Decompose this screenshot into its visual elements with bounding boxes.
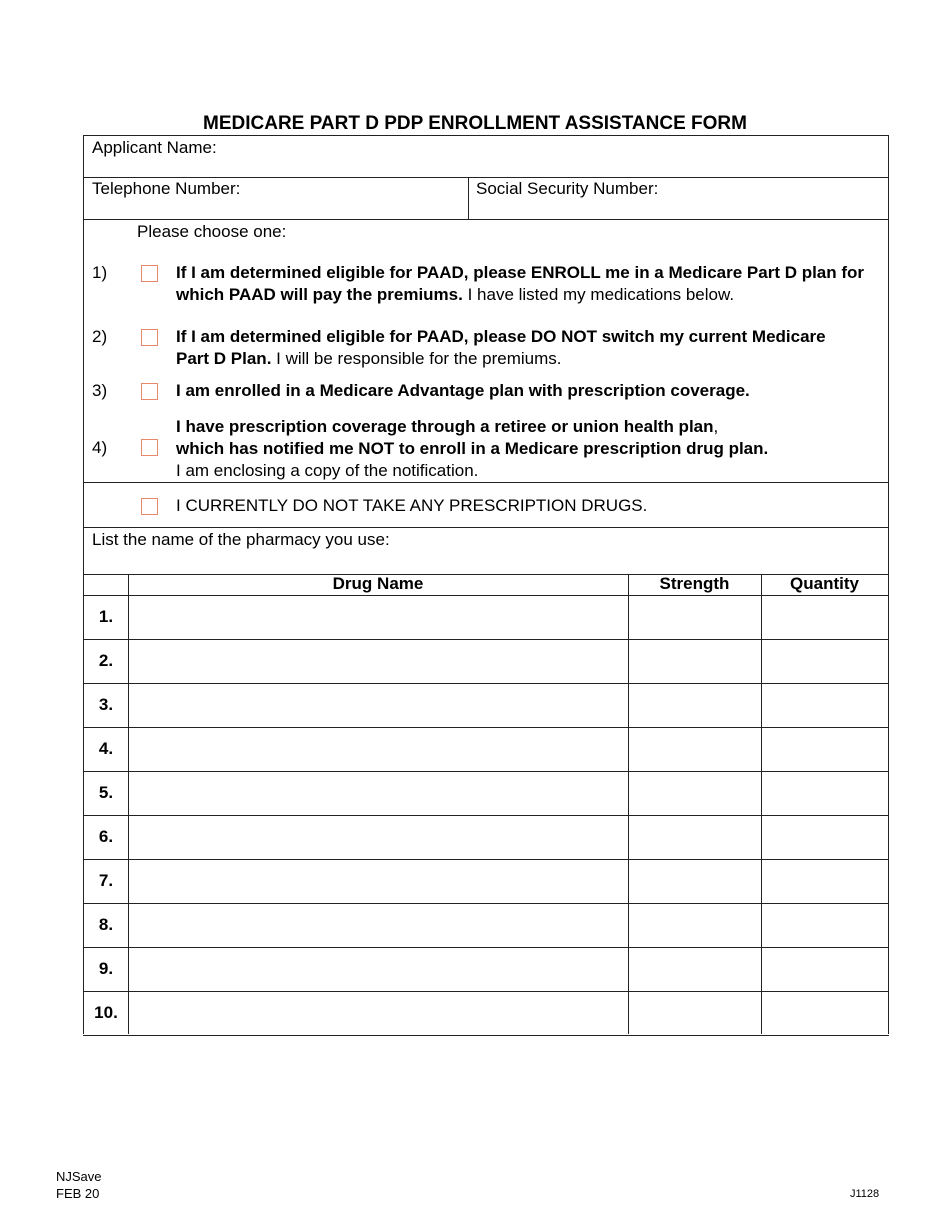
- no-drugs-label: I CURRENTLY DO NOT TAKE ANY PRESCRIPTION DRUGS.: [176, 496, 648, 515]
- table-row-number: 1.: [98, 607, 114, 626]
- divider: [83, 219, 889, 220]
- row-7-quantity-cell[interactable]: [762, 860, 888, 903]
- row-4-drug-name-cell[interactable]: [129, 728, 628, 771]
- no-drugs-checkbox[interactable]: [141, 498, 158, 515]
- option-1-bold: If I am determined eligible for PAAD, please ENROLL me in a Medicare Part D plan for which PAAD will pay the premiums.: [176, 263, 865, 304]
- row-2-drug-name-cell[interactable]: [129, 640, 628, 683]
- footer-date: FEB 20: [56, 1186, 100, 1201]
- row-5-quantity-cell[interactable]: [762, 772, 888, 815]
- option-2-checkbox[interactable]: [141, 329, 158, 346]
- pharmacy-label: List the name of the pharmacy you use:: [92, 530, 390, 549]
- row-10-drug-name-cell[interactable]: [129, 992, 628, 1035]
- option-1-text: [176, 262, 876, 306]
- option-3-text: [176, 380, 876, 402]
- row-10-strength-cell[interactable]: [629, 992, 761, 1035]
- option-3-number: 3): [92, 381, 108, 400]
- footer-code: J1128: [850, 1188, 880, 1200]
- table-row-number: 5.: [98, 783, 114, 802]
- option-3-bold: I am enrolled in a Medicare Advantage plan with prescription coverage.: [176, 381, 750, 400]
- divider: [83, 482, 889, 483]
- row-9-quantity-cell[interactable]: [762, 948, 888, 991]
- quantity-header: Quantity: [790, 574, 859, 593]
- row-4-quantity-cell[interactable]: [762, 728, 888, 771]
- row-7-strength-cell[interactable]: [629, 860, 761, 903]
- row-1-quantity-cell[interactable]: [762, 596, 888, 639]
- row-5-drug-name-cell[interactable]: [129, 772, 628, 815]
- ssn-label: Social Security Number:: [476, 179, 659, 198]
- row-8-strength-cell[interactable]: [629, 904, 761, 947]
- row-1-drug-name-cell[interactable]: [129, 596, 628, 639]
- table-row-number: 10.: [94, 1003, 118, 1022]
- choose-one-label: Please choose one:: [137, 222, 287, 241]
- row-9-strength-cell[interactable]: [629, 948, 761, 991]
- divider: [83, 527, 889, 528]
- row-8-drug-name-cell[interactable]: [129, 904, 628, 947]
- table-row-number: 6.: [98, 827, 114, 846]
- row-7-drug-name-cell[interactable]: [129, 860, 628, 903]
- row-10-quantity-cell[interactable]: [762, 992, 888, 1035]
- table-row-number: 9.: [98, 959, 114, 978]
- table-row-number: 4.: [98, 739, 114, 758]
- option-4-checkbox[interactable]: [141, 439, 158, 456]
- option-1-checkbox[interactable]: [141, 265, 158, 282]
- divider: [83, 177, 889, 178]
- option-4-bold-2: which has notified me NOT to enroll in a Medicare prescription drug plan.: [176, 439, 769, 458]
- row-3-strength-cell[interactable]: [629, 684, 761, 727]
- option-2-number: 2): [92, 327, 108, 346]
- option-4-bold: I have prescription coverage through a retiree or union health plan: [176, 417, 714, 436]
- option-3-checkbox[interactable]: [141, 383, 158, 400]
- form-title: MEDICARE PART D PDP ENROLLMENT ASSISTANCE FORM: [203, 113, 747, 134]
- row-6-drug-name-cell[interactable]: [129, 816, 628, 859]
- option-2-text: [176, 326, 826, 370]
- row-5-strength-cell[interactable]: [629, 772, 761, 815]
- footer-org: NJSave: [56, 1169, 102, 1184]
- row-6-strength-cell[interactable]: [629, 816, 761, 859]
- row-2-quantity-cell[interactable]: [762, 640, 888, 683]
- table-row-divider: [83, 1035, 889, 1036]
- telephone-label: Telephone Number:: [92, 179, 241, 198]
- row-8-quantity-cell[interactable]: [762, 904, 888, 947]
- row-9-drug-name-cell[interactable]: [129, 948, 628, 991]
- row-2-strength-cell[interactable]: [629, 640, 761, 683]
- table-row-number: 3.: [98, 695, 114, 714]
- option-4-text: [176, 416, 876, 482]
- drug-name-header: Drug Name: [332, 574, 424, 593]
- table-border: [888, 574, 889, 1034]
- option-4-normal: I am enclosing a copy of the notification.: [176, 461, 479, 480]
- strength-header: Strength: [659, 574, 730, 593]
- applicant-name-label: Applicant Name:: [92, 138, 217, 157]
- divider: [468, 177, 469, 219]
- row-6-quantity-cell[interactable]: [762, 816, 888, 859]
- row-3-drug-name-cell[interactable]: [129, 684, 628, 727]
- option-4-number: 4): [92, 438, 108, 457]
- option-2-normal: I will be responsible for the premiums.: [271, 349, 562, 368]
- row-4-strength-cell[interactable]: [629, 728, 761, 771]
- table-row-number: 7.: [98, 871, 114, 890]
- option-4-comma: ,: [713, 417, 719, 436]
- option-1-number: 1): [92, 263, 108, 282]
- row-3-quantity-cell[interactable]: [762, 684, 888, 727]
- table-row-number: 8.: [98, 915, 114, 934]
- table-row-number: 2.: [98, 651, 114, 670]
- option-2-bold: If I am determined eligible for PAAD, please DO NOT switch my current Medicare Part D Plan.: [176, 327, 826, 368]
- option-1-normal: I have listed my medications below.: [462, 285, 735, 304]
- row-1-strength-cell[interactable]: [629, 596, 761, 639]
